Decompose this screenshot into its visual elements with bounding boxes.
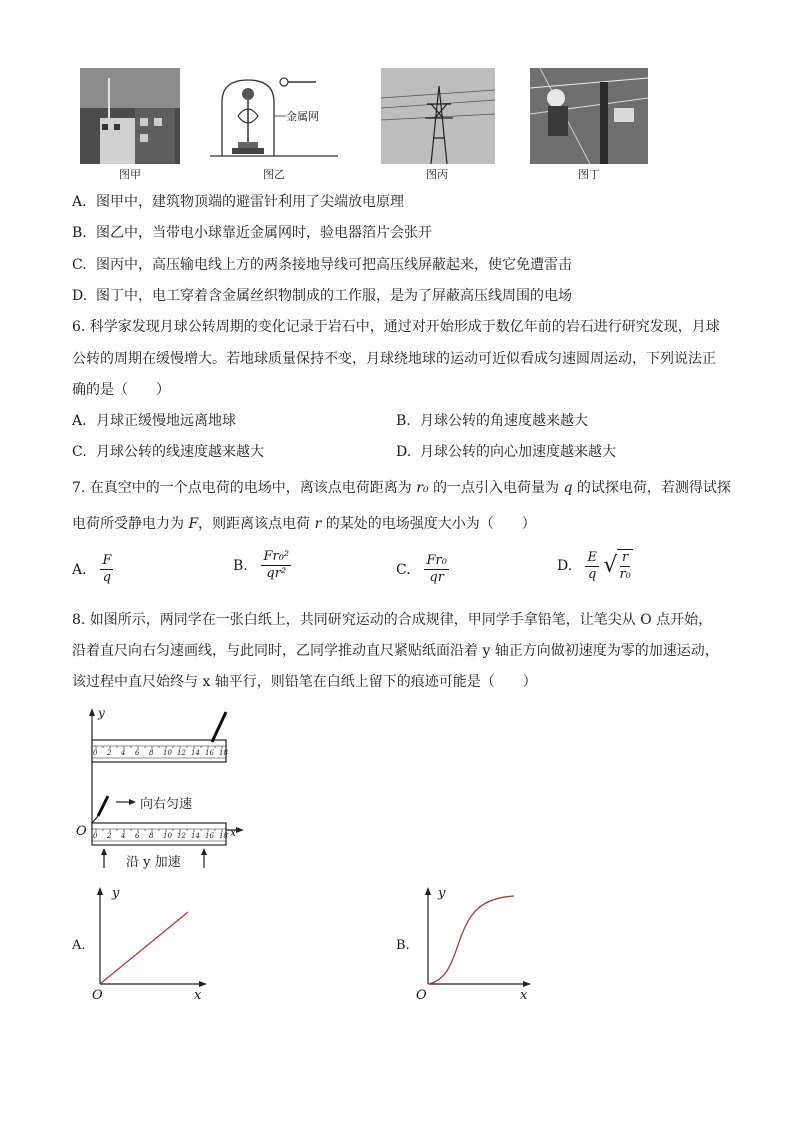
q7-option-c: C. $\frac{\text{Fr₀}}{qr}$ <box>396 553 447 585</box>
graph-a-line <box>100 912 188 984</box>
upper-ruler-tick-label: 0 <box>93 749 98 757</box>
q5-option-b: B. 图乙中，当带电小球靠近金属网时，验电器箔片会张开 <box>72 225 432 241</box>
lower-ruler-tick-label: 0 <box>93 832 98 840</box>
figure-ding <box>530 68 648 164</box>
push-y-label: 沿 y 加速 <box>126 855 181 870</box>
transmission-tower-image <box>381 68 495 164</box>
figure-ding-caption: 图丁 <box>578 168 600 181</box>
figure-bing-caption: 图丙 <box>426 168 448 181</box>
q8-stem-line-2: 沿着直尺向右匀速画线，与此同时，乙同学推动直尺紧贴纸面沿着 y 轴正方向做初速度为零的加速运动， <box>72 643 719 659</box>
graph-b-plot <box>414 884 536 1006</box>
graph-b-option-label: B. <box>396 938 410 953</box>
answer-graph-b <box>396 884 536 1006</box>
figure-yi-caption: 图乙 <box>263 168 285 181</box>
graph-b-curve <box>428 896 514 984</box>
figure-yi <box>208 72 340 164</box>
move-right-label: 向右匀速 <box>140 797 193 812</box>
lower-ruler-tick-label: 6 <box>135 832 140 840</box>
graph-b-origin-label: O <box>416 988 427 1003</box>
q7-option-b: B. $\frac{\text{Fr₀²}}{\text{qr²}}$ <box>233 549 290 581</box>
figure-jia-caption: 图甲 <box>119 168 141 181</box>
q7-stem-line-2: 电荷所受静电力为 F，则距离该点电荷 r 的某处的电场强度大小为（ ） <box>72 516 536 532</box>
q6-option-a: A. 月球正缓慢地远离地球 <box>72 413 236 429</box>
q6-stem-line-1: 6. 科学家发现月球公转周期的变化记录于岩石中，通过对开始形成于数亿年前的岩石进行研究发现，月球 <box>72 319 720 335</box>
electroscope-diagram <box>208 72 340 164</box>
graph-b-y-label: y <box>438 886 446 901</box>
q7-option-a: A. $\frac{F}{q}$ <box>72 553 112 585</box>
upper-ruler-tick-label: 6 <box>135 749 140 757</box>
upper-ruler-tick-label: 12 <box>177 749 186 757</box>
electrician-worker-image <box>530 68 648 164</box>
answer-graph-a <box>72 884 212 1006</box>
metal-net-label: 金属网 <box>286 110 319 123</box>
q8-stem-line-1: 8. 如图所示，两同学在一张白纸上，共同研究运动的合成规律，甲同学手拿铅笔，让笔尖从 O 点开始， <box>72 612 713 628</box>
upper-ruler-tick-label: 16 <box>205 749 214 757</box>
graph-a-x-label: x <box>194 988 202 1003</box>
ruler-diagram <box>74 706 254 872</box>
q6-stem-line-3: 确的是（ ） <box>72 382 170 398</box>
upper-ruler-tick-label: 2 <box>107 749 112 757</box>
lower-ruler-tick-label: 18 <box>219 832 228 840</box>
q6-option-c: C. 月球公转的线速度越来越大 <box>72 444 264 460</box>
q6-stem-line-2: 公转的周期在缓慢增大。若地球质量保持不变，月球绕地球的运动可近似看成匀速圆周运动，下列说法正 <box>72 351 716 367</box>
upper-ruler-tick-label: 4 <box>121 749 126 757</box>
ruler-y-axis-label: y <box>98 706 105 720</box>
graph-a-option-label: A. <box>72 938 86 953</box>
lower-ruler-tick-label: 14 <box>191 832 200 840</box>
figure-jia <box>80 68 180 164</box>
q6-option-b: B. 月球公转的角速度越来越大 <box>396 413 588 429</box>
q7-option-d: D. $\frac{E}{q}$ √ $\frac{r}{\text{r₀}}$ <box>557 549 631 582</box>
graph-a-y-label: y <box>112 886 120 901</box>
q6-option-d: D. 月球公转的向心加速度越来越大 <box>396 444 616 460</box>
figure-bing <box>381 68 495 164</box>
lightning-rod-building-image <box>80 68 180 164</box>
ruler-figure <box>74 706 254 872</box>
lower-ruler-tick-label: 10 <box>163 832 172 840</box>
q5-option-a: A. 图甲中，建筑物顶端的避雷针利用了尖端放电原理 <box>72 194 404 210</box>
graph-a-origin-label: O <box>92 988 103 1003</box>
upper-ruler-tick-label: 10 <box>163 749 172 757</box>
upper-ruler-tick-label: 8 <box>149 749 154 757</box>
upper-ruler-tick-label: 18 <box>219 749 228 757</box>
lower-ruler-tick-label: 4 <box>121 832 126 840</box>
graph-b-x-label: x <box>520 988 528 1003</box>
lower-ruler-tick-label: 8 <box>149 832 154 840</box>
q7-stem-line-1: 7. 在真空中的一个点电荷的电场中，离该点电荷距离为 r₀ 的一点引入电荷量为 q 的试探电荷，若测得试探 <box>72 480 731 496</box>
q8-stem-line-3: 该过程中直尺始终与 x 轴平行，则铅笔在白纸上留下的痕迹可能是（ ） <box>72 674 537 690</box>
lower-ruler-tick-label: 2 <box>107 832 112 840</box>
q5-option-d: D. 图丁中，电工穿着含金属丝织物制成的工作服，是为了屏蔽高压线周围的电场 <box>72 288 572 304</box>
q5-option-c: C. 图丙中，高压输电线上方的两条接地导线可把高压线屏蔽起来，使它免遭雷击 <box>72 257 572 273</box>
upper-ruler-tick-label: 14 <box>191 749 200 757</box>
sqrt-sign: √ <box>603 553 618 578</box>
ruler-x-axis-label: x <box>230 826 237 839</box>
lower-ruler-tick-label: 16 <box>205 832 214 840</box>
ruler-origin-label: O <box>76 824 87 839</box>
lower-ruler-tick-label: 12 <box>177 832 186 840</box>
